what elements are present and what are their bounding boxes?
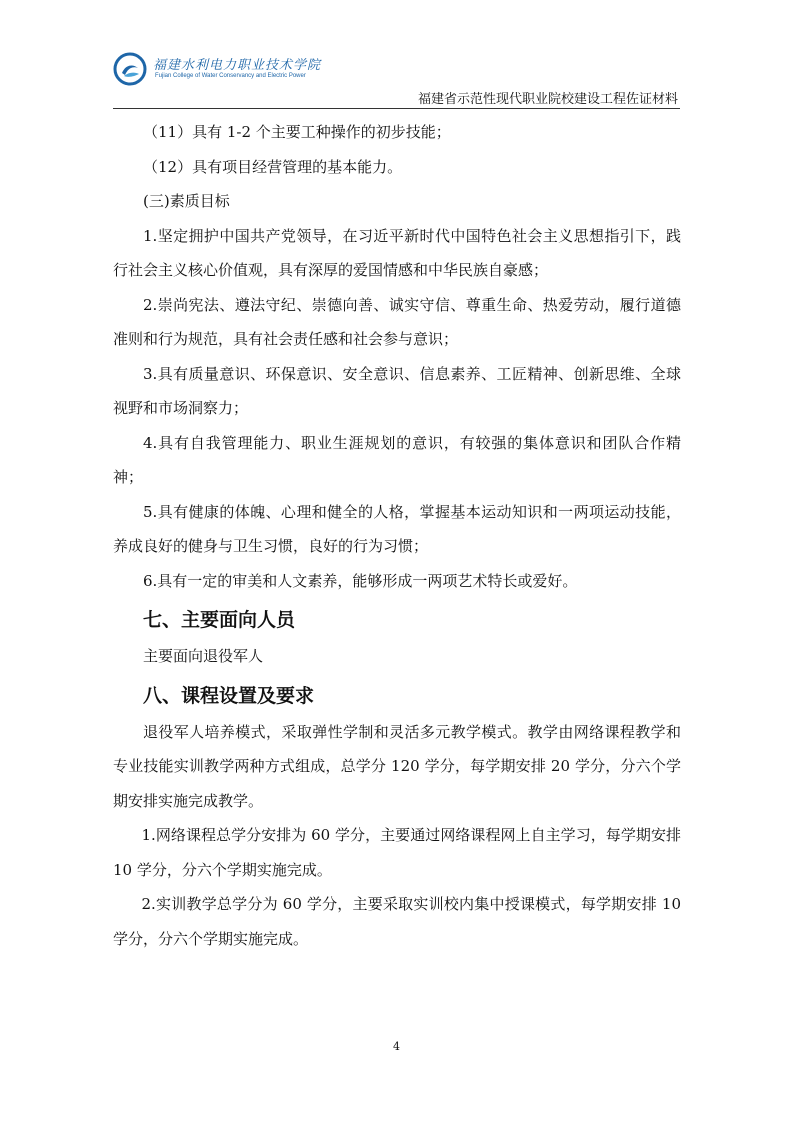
college-logo: [113, 50, 322, 90]
skill-item-12: （12）具有项目经营管理的基本能力。: [143, 157, 403, 176]
skill-item-11: （11）具有 1-2 个主要工种操作的初步技能；: [143, 123, 451, 141]
quality-item-2: 2.崇尚宪法、遵法守纪、崇德向善、诚实守信、尊重生命、热爱劳动，履行道德准则和行为规范，具有社会责任感和社会参与意识；: [113, 295, 681, 348]
header-title: 福建省示范性现代职业院校建设工程佐证材料: [417, 92, 678, 107]
page-content: [113, 115, 681, 956]
section-8-paragraph-2: 1.网络课程总学分安排为 60 学分，主要通过网络课程网上自主学习，每学期安排 10 学分，分六个学期实施完成。: [113, 826, 681, 879]
section-8-paragraph-1: 退役军人培养模式，采取弹性学制和灵活多元教学模式。教学由网络课程教学和专业技能实训教学两种方式组成，总学分 120 学分，每学期安排 20 学分，分六个学期安排实施完成教学。: [113, 722, 681, 810]
quality-item-1: 1.坚定拥护中国共产党领导，在习近平新时代中国特色社会主义思想指引下，践行社会主义核心价值观，具有深厚的爱国情感和中华民族自豪感；: [113, 226, 681, 279]
quality-item-4: 4.具有自我管理能力、职业生涯规划的意识，有较强的集体意识和团队合作精神；: [113, 433, 681, 486]
college-emblem-icon: [113, 52, 147, 86]
logo-english-name: Fujian College of Water Conservancy and Electric Power: [155, 73, 306, 79]
section-7-body: 主要面向退役军人: [143, 647, 264, 665]
quality-item-3: 3.具有质量意识、环保意识、安全意识、信息素养、工匠精神、创新思维、全球视野和市场洞察力；: [113, 364, 681, 417]
quality-item-5: 5.具有健康的体魄、心理和健全的人格，掌握基本运动知识和一两项运动技能，养成良好的健身与卫生习惯，良好的行为习惯；: [113, 502, 681, 555]
quality-goals-heading: (三)素质目标: [143, 192, 230, 210]
section-8-heading: 八、课程设置及要求: [143, 684, 315, 707]
page-number: 4: [393, 1040, 400, 1053]
quality-item-6: 6.具有一定的审美和人文素养，能够形成一两项艺术特长或爱好。: [143, 571, 578, 590]
section-8-paragraph-3: 2.实训教学总学分为 60 学分，主要采取实训校内集中授课模式，每学期安排 10 学分，分六个学期实施完成。: [113, 895, 681, 948]
section-7-heading: 七、主要面向人员: [143, 609, 296, 631]
logo-chinese-name: 福建水利电力职业技术学院: [153, 58, 322, 73]
header-divider: [113, 108, 680, 109]
